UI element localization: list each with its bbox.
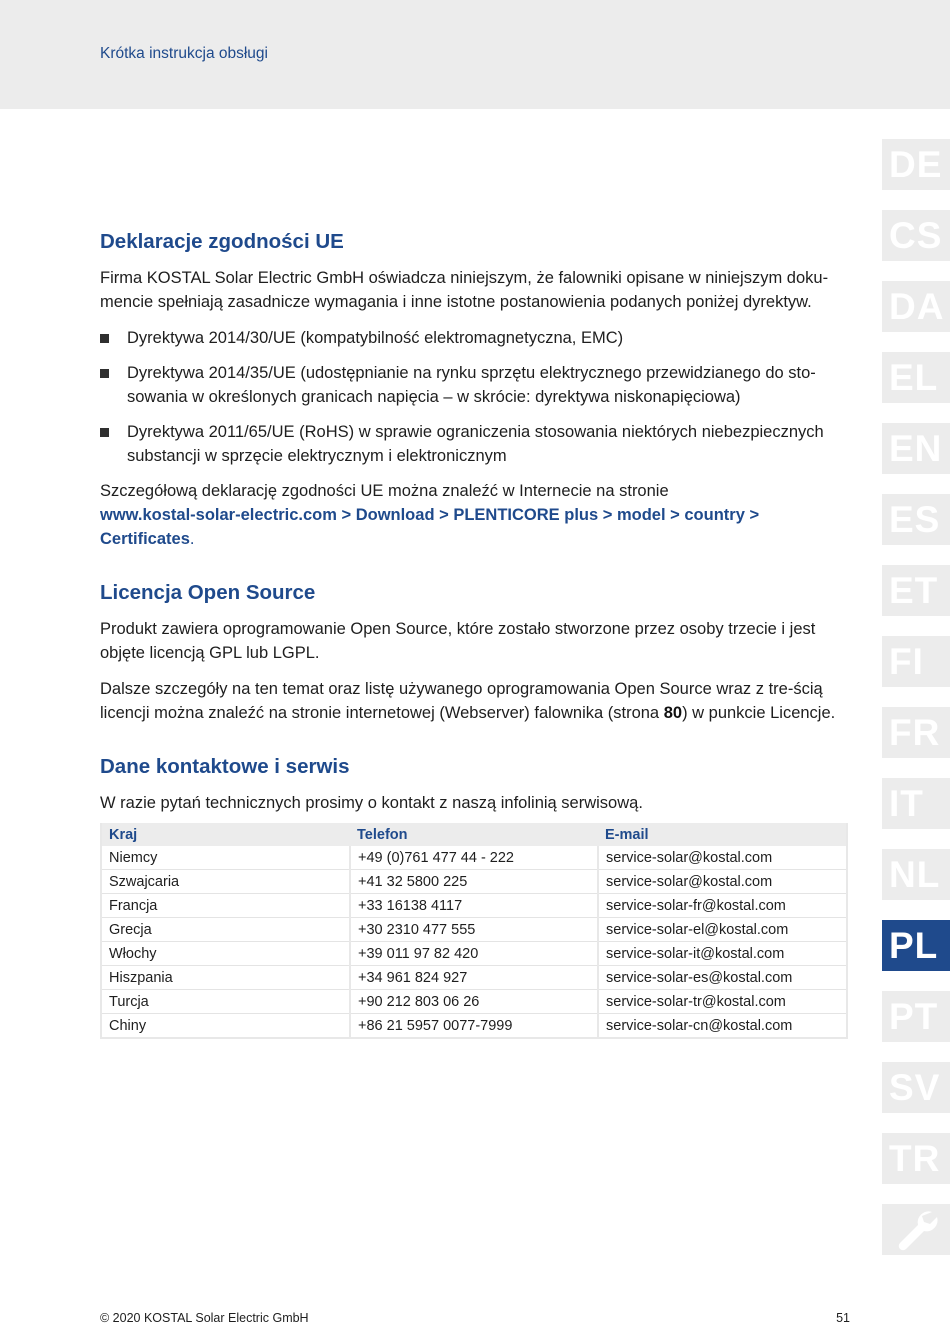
section-heading-open-source: Licencja Open Source (100, 581, 316, 604)
page-reference: 80 (663, 704, 683, 722)
email-cell: service-solar-cn@kostal.com (598, 1014, 847, 1039)
lang-tab-en[interactable]: EN (882, 423, 950, 474)
phone-cell: +86 21 5957 0077-7999 (350, 1014, 598, 1039)
country-cell: Turcja (101, 990, 350, 1014)
list-item (100, 420, 848, 468)
list-item-text: Dyrektywa 2011/65/UE (RoHS) w sprawie ograniczenia stosowania niektórych niebezpiecznych substancji w sprzęcie elektrycznym i elektronicznym (127, 423, 824, 465)
country-cell: Grecja (101, 918, 350, 942)
email-cell: service-solar@kostal.com (598, 846, 847, 870)
email-cell: service-solar-it@kostal.com (598, 942, 847, 966)
email-cell: service-solar-es@kostal.com (598, 966, 847, 990)
email-cell: service-solar-fr@kostal.com (598, 894, 847, 918)
country-cell: Niemcy (101, 846, 350, 870)
table-row (101, 870, 847, 894)
open-source-paragraph-1: Produkt zawiera oprogramowanie Open Source, które zostało stworzone przez osoby trzecie i jest objęte licencją GPL lub LGPL. (100, 620, 816, 662)
country-cell: Chiny (101, 1014, 350, 1039)
country-cell: Szwajcaria (101, 870, 350, 894)
lang-tab-nl[interactable]: NL (882, 849, 950, 900)
table-row (101, 918, 847, 942)
country-cell: Francja (101, 894, 350, 918)
footer-copyright: © 2020 KOSTAL Solar Electric GmbH (100, 1311, 309, 1325)
email-cell: service-solar-tr@kostal.com (598, 990, 847, 1014)
contact-table (100, 823, 848, 1039)
header-title: Krótka instrukcja obsługi (100, 45, 268, 62)
lang-tab-pl[interactable]: PL (882, 920, 950, 971)
column-header-country: Kraj (101, 823, 350, 846)
list-item (100, 326, 848, 350)
phone-cell: +41 32 5800 225 (350, 870, 598, 894)
table-row (101, 990, 847, 1014)
bullet-square-icon (100, 428, 109, 437)
lang-tab-fr[interactable]: FR (882, 707, 950, 758)
bullet-square-icon (100, 334, 109, 343)
service-tab[interactable] (882, 1204, 950, 1255)
open-source-text-before: Dalsze szczegóły na ten temat oraz listę używanego oprogramowania Open Source wraz z tre-ścią licencji można znaleźć na stronie internetowej (Webserver) falownika (strona (100, 680, 823, 722)
lang-tab-tr[interactable]: TR (882, 1133, 950, 1184)
email-cell: service-solar-el@kostal.com (598, 918, 847, 942)
phone-cell: +90 212 803 06 26 (350, 990, 598, 1014)
lang-tab-it[interactable]: IT (882, 778, 950, 829)
table-row (101, 942, 847, 966)
table-row (101, 1014, 847, 1039)
list-item-text: Dyrektywa 2014/35/UE (udostępnianie na rynku sprzętu elektrycznego przewidzianego do sto-sowania w określonych granicach napięcia – w skrócie: dyrektywa niskonapięciowa) (127, 364, 816, 406)
certificates-link[interactable]: www.kostal-solar-electric.com > Download > PLENTICORE plus > model > country > Certificates (100, 506, 760, 548)
bullet-square-icon (100, 369, 109, 378)
table-header-row (101, 823, 847, 846)
list-item-text: Dyrektywa 2014/30/UE (kompatybilność elektromagnetyczna, EMC) (127, 329, 624, 347)
phone-cell: +39 011 97 82 420 (350, 942, 598, 966)
ce-intro-paragraph: Firma KOSTAL Solar Electric GmbH oświadcza niniejszym, że falowniki opisane w niniejszym doku-mencie spełniają zasadnicze wymagania i inne istotne postanowienia podanych poniżej dyrektyw. (100, 269, 829, 311)
link-period: . (189, 530, 195, 548)
wrench-icon (892, 1206, 940, 1254)
phone-cell: +30 2310 477 555 (350, 918, 598, 942)
contact-intro: W razie pytań technicznych prosimy o kontakt z naszą infolinią serwisową. (100, 794, 643, 812)
section-heading-ce-declaration: Deklaracje zgodności UE (100, 230, 344, 253)
table-row (101, 846, 847, 870)
lang-tab-es[interactable]: ES (882, 494, 950, 545)
ce-detail-paragraph (100, 479, 848, 551)
open-source-paragraph-2 (100, 677, 848, 725)
lang-tab-sv[interactable]: SV (882, 1062, 950, 1113)
lang-tab-da[interactable]: DA (882, 281, 950, 332)
lang-tab-et[interactable]: ET (882, 565, 950, 616)
page-number: 51 (836, 1311, 850, 1325)
table-row (101, 894, 847, 918)
lang-tab-fi[interactable]: FI (882, 636, 950, 687)
language-tabs (882, 139, 950, 1275)
open-source-text-after: ) w punkcie Licencje. (682, 704, 836, 722)
directive-list (100, 326, 848, 468)
lang-tab-el[interactable]: EL (882, 352, 950, 403)
ce-detail-text: Szczegółową deklarację zgodności UE można znaleźć w Internecie na stronie (100, 482, 669, 500)
email-cell: service-solar@kostal.com (598, 870, 847, 894)
lang-tab-pt[interactable]: PT (882, 991, 950, 1042)
phone-cell: +34 961 824 927 (350, 966, 598, 990)
lang-tab-de[interactable]: DE (882, 139, 950, 190)
table-row (101, 966, 847, 990)
lang-tab-cs[interactable]: CS (882, 210, 950, 261)
column-header-email: E-mail (598, 823, 847, 846)
phone-cell: +49 (0)761 477 44 - 222 (350, 846, 598, 870)
main-content (100, 228, 848, 1039)
country-cell: Hiszpania (101, 966, 350, 990)
column-header-phone: Telefon (350, 823, 598, 846)
section-heading-contact: Dane kontaktowe i serwis (100, 755, 350, 778)
phone-cell: +33 16138 4117 (350, 894, 598, 918)
list-item (100, 361, 848, 409)
country-cell: Włochy (101, 942, 350, 966)
